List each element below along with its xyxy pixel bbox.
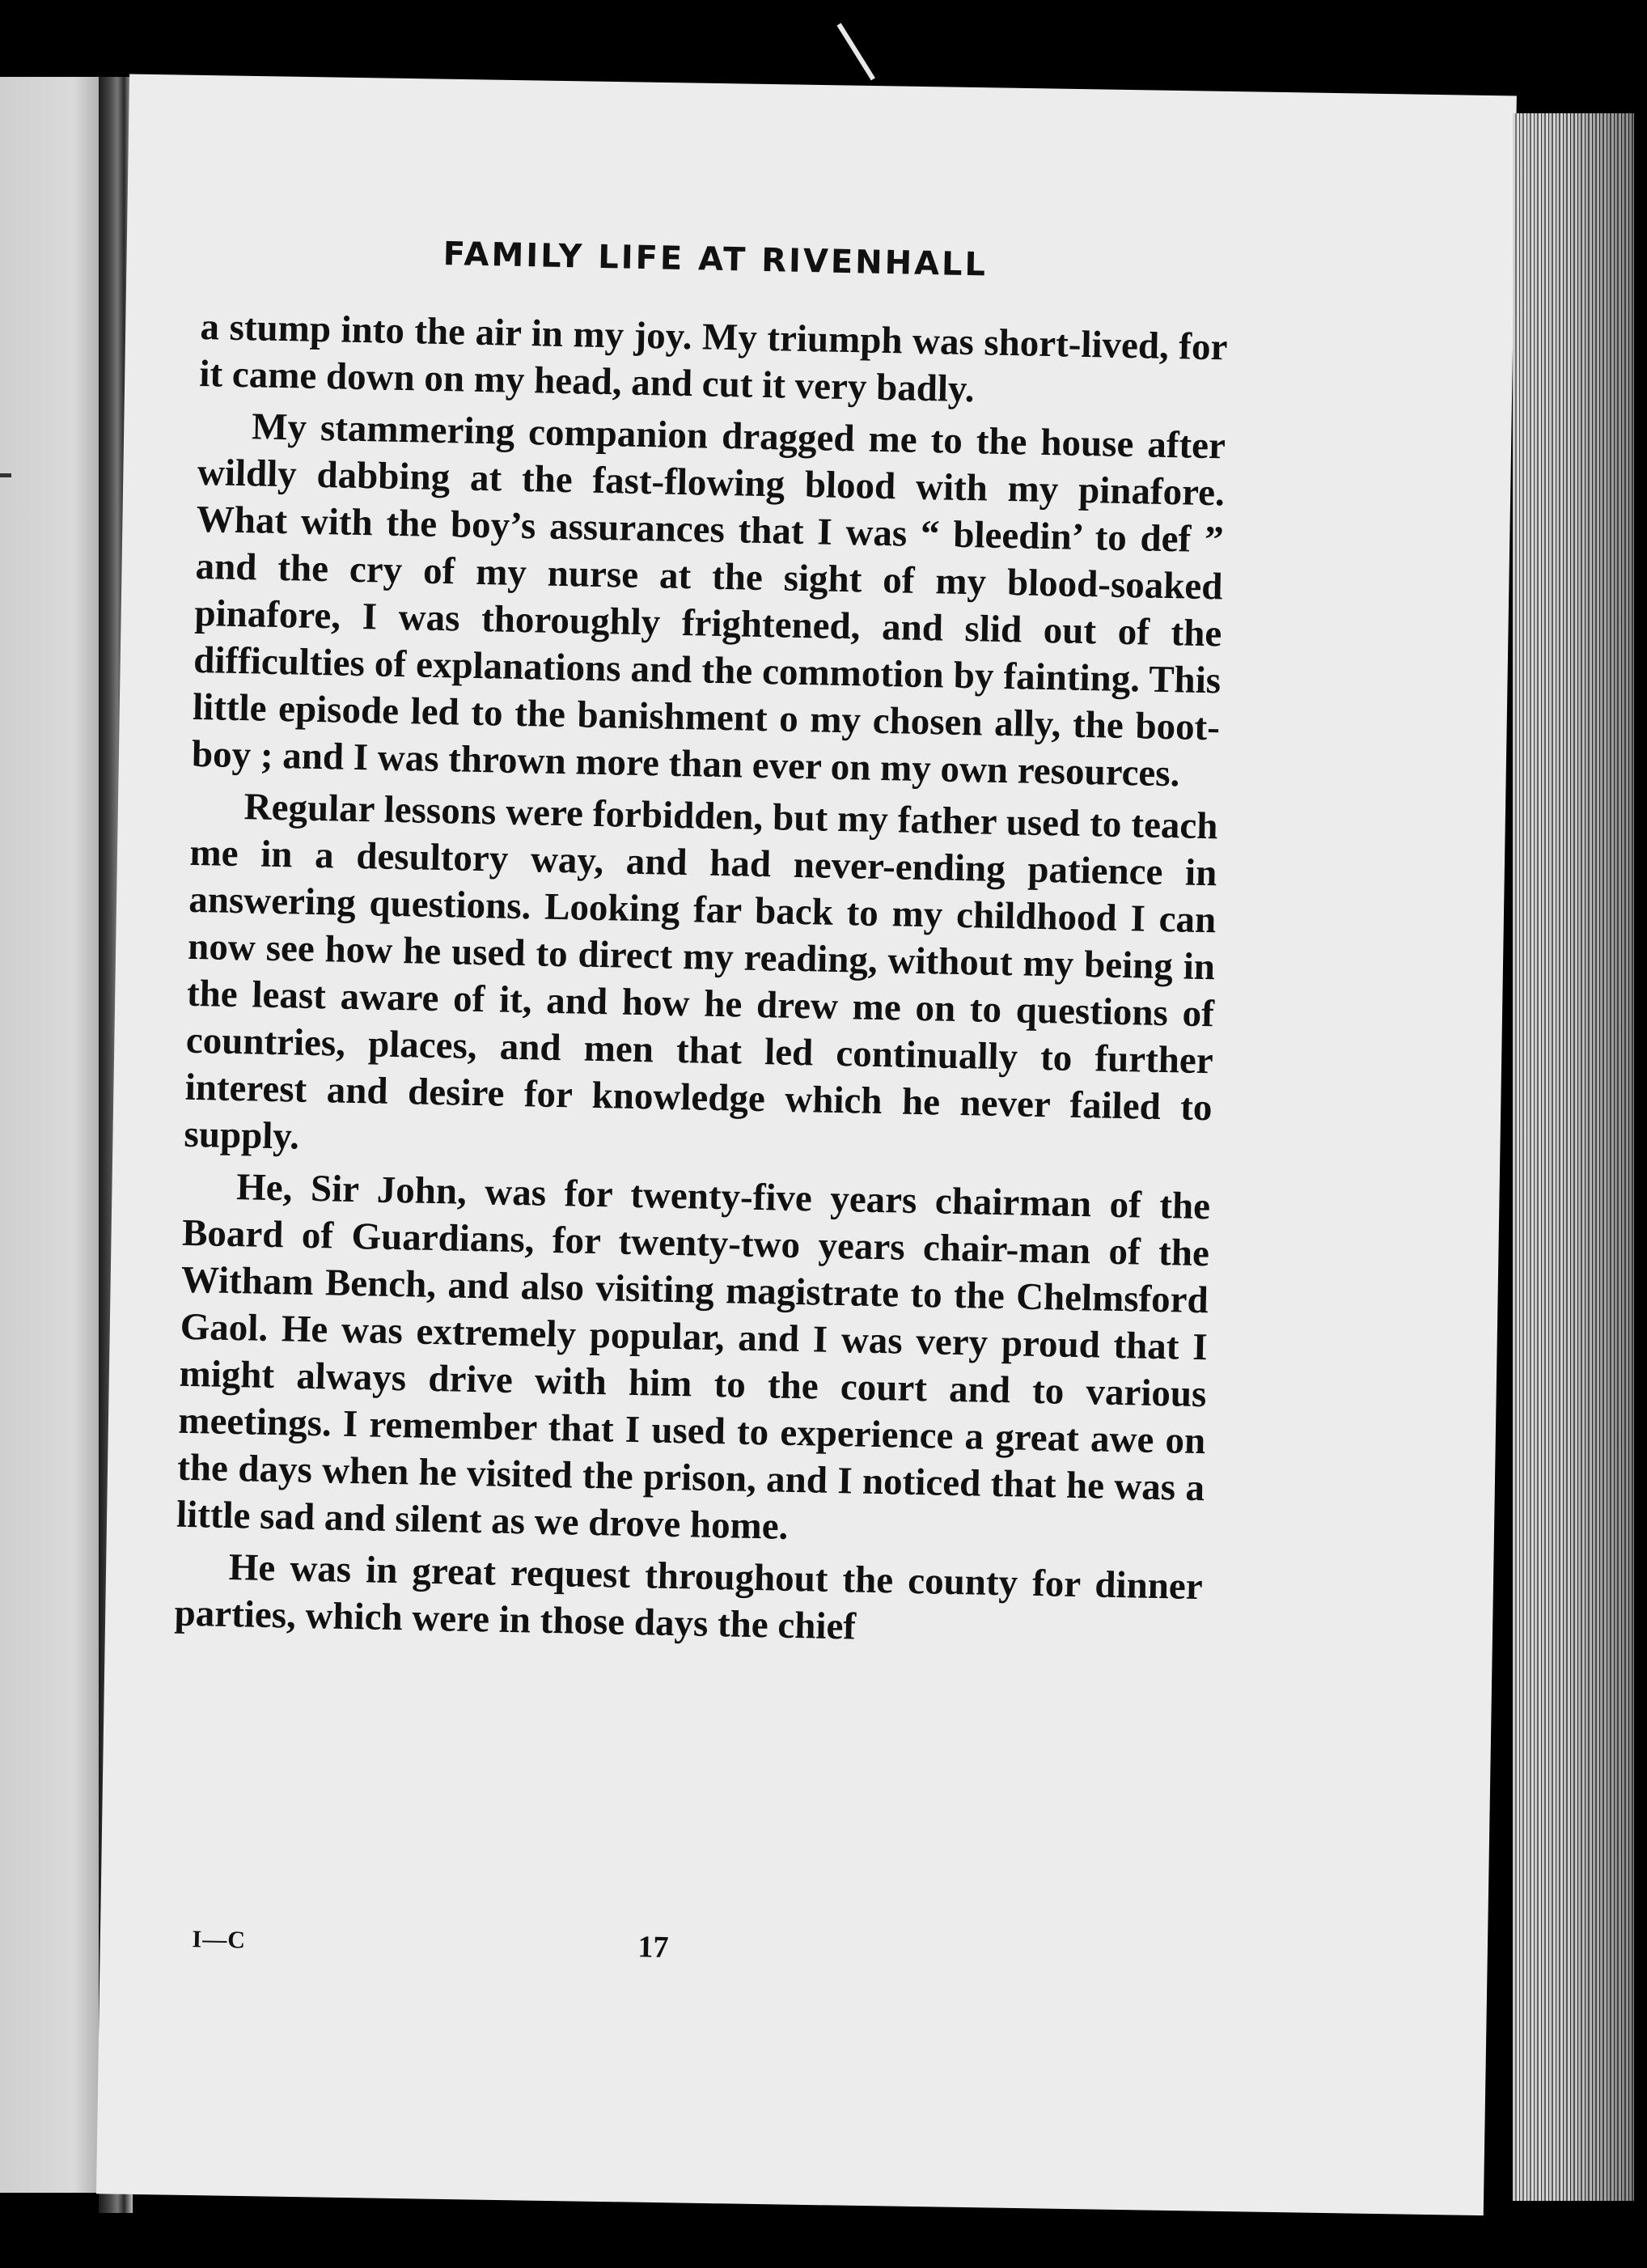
bookmark-ribbon: [836, 23, 874, 80]
paragraph: Regular lessons were forbidden, but my father used to teach me in a desultory way, and had never-ending patience in answering questions. Looking far back to my childhood I can now see how he used to direct my reading, without my being in the least aware of it, and how he drew me on to questions of countries, places, and men that led continually to further interest and desire for knowledge which he never failed to supply.: [184, 786, 1218, 1158]
body-text: [174, 303, 1228, 1662]
left-page-mark: [0, 473, 11, 477]
paragraph: He, Sir John, was for twenty-five years chairman of the Board of Guardians, for twenty-two years chair-man of the Witham Bench, and also visiting magistrate to the Chelmsford Gaol. He was extremely popular, and I was very proud that I might always drive with him to the court and to various meetings. I remember that I used to experience a great awe on the days when he visited the prison, and I noticed that he was a little sad and silent as we drove home.: [176, 1166, 1211, 1548]
page-edges-shade: [1513, 113, 1634, 2201]
paragraph: My stammering companion dragged me to the house after wildly dabbing at the fast-flowing blood with my pinafore. What with the boy’s assurances that I was “ bleedin’ to def ” and the cry of my nurse at the sight of my blood-soaked pinafore, I was thoroughly frightened, and slid out of the difficulties of explanations and the commotion by fainting. This little episode led to the banishment o my chosen ally, the boot-boy ; and I was thrown more than ever on my own resources.: [191, 405, 1226, 795]
left-page-edge: [0, 77, 105, 2193]
signature-mark: I—C: [192, 1926, 247, 1954]
page-number: 17: [637, 1930, 669, 1965]
paragraph-continuation: a stump into the air in my joy. My triumph was short-lived, for it came down on my head, and cut it very badly.: [198, 305, 1228, 411]
paragraph: He was in great request throughout the county for dinner parties, which were in those days the chief: [174, 1545, 1204, 1648]
running-head: FAMILY LIFE AT RIVENHALL: [442, 235, 989, 284]
